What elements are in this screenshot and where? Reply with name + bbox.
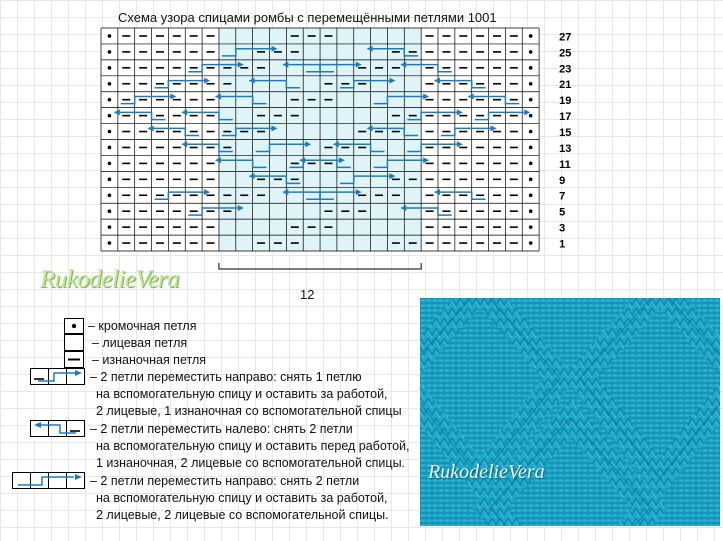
knit-stitch-symbol [64, 334, 84, 351]
photo-watermark: RukodelieVera [428, 461, 545, 483]
legend-cross-right-3: 2 лицевые, 1 изнаночная со вспомогательной спицы [96, 404, 402, 418]
legend-purl: – изнаночная петля [92, 353, 207, 367]
edge-stitch [108, 209, 112, 213]
edge-stitch [529, 178, 533, 182]
row-number: 19 [559, 95, 572, 108]
row-number: 5 [559, 206, 566, 219]
edge-stitch-symbol [64, 318, 84, 334]
edge-stitch [529, 98, 533, 102]
legend-cross-right-2-2: на вспомогательную спицу и оставить за работой, [96, 491, 388, 505]
edge-stitch [108, 178, 112, 182]
edge-stitch [529, 225, 533, 229]
edge-stitch [529, 146, 533, 150]
row-number: 27 [559, 31, 572, 44]
legend-cross-right-2-3: 2 лицевые, 2 лицевые со вспомогательной спицы. [96, 508, 389, 522]
edge-stitch [108, 146, 112, 150]
edge-stitch [529, 50, 533, 54]
row-number: 13 [559, 142, 572, 155]
row-number: 1 [559, 238, 566, 251]
row-number: 17 [559, 111, 572, 124]
row-number: 11 [559, 158, 571, 171]
legend-cross-right-1: – 2 петли переместить направо: снять 1 петлю [90, 370, 362, 384]
edge-stitch [529, 34, 533, 38]
edge-stitch [529, 162, 533, 166]
legend-cross-left-3: 1 изнаночная, 2 лицевые со вспомогательной спицы. [96, 456, 406, 470]
row-number: 23 [559, 63, 572, 76]
edge-stitch [108, 34, 112, 38]
cross-right-symbol [30, 368, 86, 385]
edge-stitch [108, 114, 112, 118]
row-number: 25 [559, 47, 572, 60]
edge-stitch [108, 82, 112, 86]
cross-right-2-symbol [12, 472, 86, 489]
row-numbers [559, 31, 571, 250]
edge-stitch [529, 193, 533, 197]
edge-stitch [108, 241, 112, 245]
watermark: RukodelieVera [40, 266, 180, 293]
purl-stitch-symbol [64, 351, 84, 368]
edge-stitch [529, 241, 533, 245]
row-number: 3 [559, 222, 566, 235]
legend-edge: – кромочная петля [88, 319, 197, 333]
repeat-bracket [219, 263, 421, 269]
edge-stitch [108, 66, 112, 70]
legend-cross-left-1: – 2 петли переместить налево: снять 2 петли [90, 422, 353, 436]
chart-title: Схема узора спицами ромбы с перемещёнными петлями 1001 [118, 10, 497, 25]
edge-stitch [108, 50, 112, 54]
edge-stitch [108, 225, 112, 229]
legend-knit: – лицевая петля [92, 336, 188, 350]
edge-stitch [108, 193, 112, 197]
legend-cross-left-2: на вспомогательную спицу и оставить перед работой, [96, 439, 410, 453]
row-number: 21 [559, 79, 572, 92]
edge-stitch [529, 209, 533, 213]
row-number: 9 [559, 174, 566, 187]
knit-texture [420, 298, 720, 526]
row-number: 7 [559, 190, 566, 203]
row-number: 15 [559, 127, 572, 140]
edge-stitch [108, 162, 112, 166]
edge-stitch [108, 98, 112, 102]
cross-left-symbol [30, 420, 86, 437]
edge-stitch [529, 130, 533, 134]
edge-stitch [108, 130, 112, 134]
edge-stitch [529, 66, 533, 70]
legend-cross-right-2: на вспомогательную спицу и оставить за работой, [96, 387, 388, 401]
legend-cross-right-2-1: – 2 петли переместить направо: снять 2 петли [90, 474, 360, 488]
edge-stitch [529, 114, 533, 118]
repeat-label: 12 [300, 287, 315, 302]
edge-stitch [529, 82, 533, 86]
knitted-sample-photo [420, 298, 720, 526]
